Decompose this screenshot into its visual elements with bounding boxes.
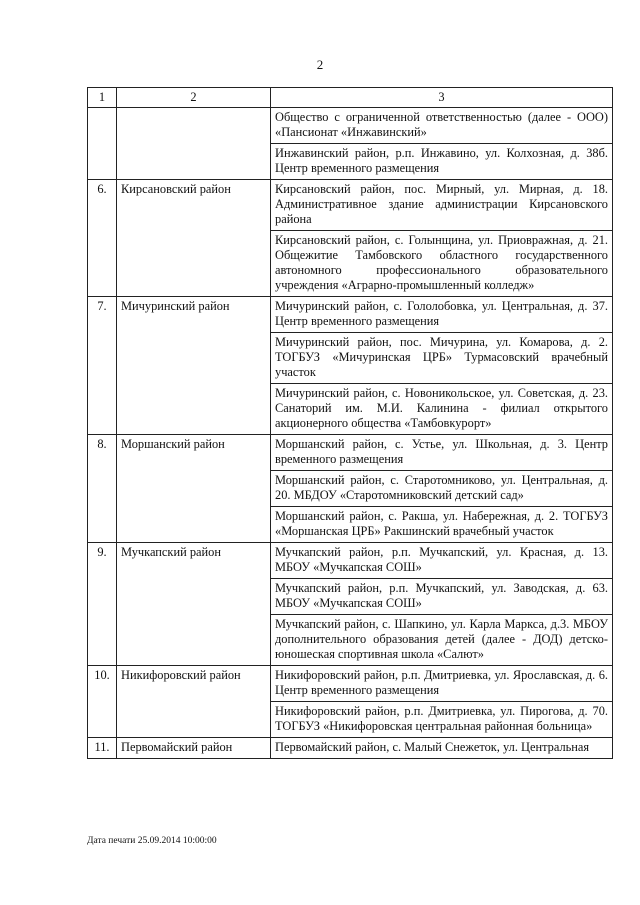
row-number: 8. bbox=[88, 435, 117, 543]
row-number bbox=[88, 108, 117, 180]
table-header-row bbox=[88, 88, 613, 108]
address-cell: Моршанский район, с. Ракша, ул. Набережная, д. 2. ТОГБУЗ «Моршанская ЦРБ» Ракшинский врачебный участок bbox=[271, 507, 613, 543]
address-cell: Никифоровский район, р.п. Дмитриевка, ул. Пирогова, д. 70. ТОГБУЗ «Никифоровская центральная районная больница» bbox=[271, 702, 613, 738]
address-cell: Общество с ограниченной ответственностью (далее - ООО) «Пансионат «Инжавинский» bbox=[271, 108, 613, 144]
address-cell: Мучкапский район, р.п. Мучкапский, ул. Заводская, д. 63. МБОУ «Мучкапская СОШ» bbox=[271, 579, 613, 615]
address-cell: Мучкапский район, р.п. Мучкапский, ул. Красная, д. 13. МБОУ «Мучкапская СОШ» bbox=[271, 543, 613, 579]
district-name: Мичуринский район bbox=[117, 297, 271, 435]
address-cell: Кирсановский район, пос. Мирный, ул. Мирная, д. 18. Административное здание администрации Кирсановского района bbox=[271, 180, 613, 231]
address-cell: Кирсановский район, с. Голынщина, ул. Приовражная, д. 21. Общежитие Тамбовского областного государственного автономного профессионального образовательного учреждения «Аграрно-промышленный колледж» bbox=[271, 231, 613, 297]
table-row bbox=[88, 180, 613, 231]
address-cell: Никифоровский район, р.п. Дмитриевка, ул. Ярославская, д. 6. Центр временного размещения bbox=[271, 666, 613, 702]
district-name: Первомайский район bbox=[117, 738, 271, 759]
district-name bbox=[117, 108, 271, 180]
address-cell: Мичуринский район, с. Гололобовка, ул. Центральная, д. 37. Центр временного размещения bbox=[271, 297, 613, 333]
address-cell: Инжавинский район, р.п. Инжавино, ул. Колхозная, д. 38б. Центр временного размещения bbox=[271, 144, 613, 180]
table-row bbox=[88, 297, 613, 333]
district-name: Моршанский район bbox=[117, 435, 271, 543]
row-number: 10. bbox=[88, 666, 117, 738]
table-row bbox=[88, 108, 613, 144]
address-cell: Мичуринский район, пос. Мичурина, ул. Комарова, д. 2. ТОГБУЗ «Мичуринская ЦРБ» Турмасовский врачебный участок bbox=[271, 333, 613, 384]
row-number: 6. bbox=[88, 180, 117, 297]
address-cell: Моршанский район, с. Устье, ул. Школьная, д. 3. Центр временного размещения bbox=[271, 435, 613, 471]
table-body bbox=[88, 108, 613, 759]
table-row bbox=[88, 543, 613, 579]
column-header-district: 2 bbox=[117, 88, 271, 108]
address-cell: Моршанский район, с. Старотомниково, ул. Центральная, д. 20. МБДОУ «Старотомниковский детский сад» bbox=[271, 471, 613, 507]
column-header-address: 3 bbox=[271, 88, 613, 108]
address-cell: Мичуринский район, с. Новоникольское, ул. Советская, д. 23. Санаторий им. М.И. Калинина - филиал открытого акционерного общества «Тамбовкурорт» bbox=[271, 384, 613, 435]
address-cell: Первомайский район, с. Малый Снежеток, ул. Центральная bbox=[271, 738, 613, 759]
address-cell: Мучкапский район, с. Шапкино, ул. Карла Маркса, д.3. МБОУ дополнительного образования детей (далее - ДОД) детско-юношеская спортивная школа «Салют» bbox=[271, 615, 613, 666]
district-name: Кирсановский район bbox=[117, 180, 271, 297]
row-number: 9. bbox=[88, 543, 117, 666]
table-row bbox=[88, 738, 613, 759]
district-name: Никифоровский район bbox=[117, 666, 271, 738]
table-row bbox=[88, 435, 613, 471]
print-date: Дата печати 25.09.2014 10:00:00 bbox=[87, 836, 217, 846]
table-row bbox=[88, 666, 613, 702]
district-name: Мучкапский район bbox=[117, 543, 271, 666]
column-header-number: 1 bbox=[88, 88, 117, 108]
locations-table bbox=[87, 87, 613, 759]
row-number: 7. bbox=[88, 297, 117, 435]
page-number: 2 bbox=[316, 57, 324, 72]
row-number: 11. bbox=[88, 738, 117, 759]
